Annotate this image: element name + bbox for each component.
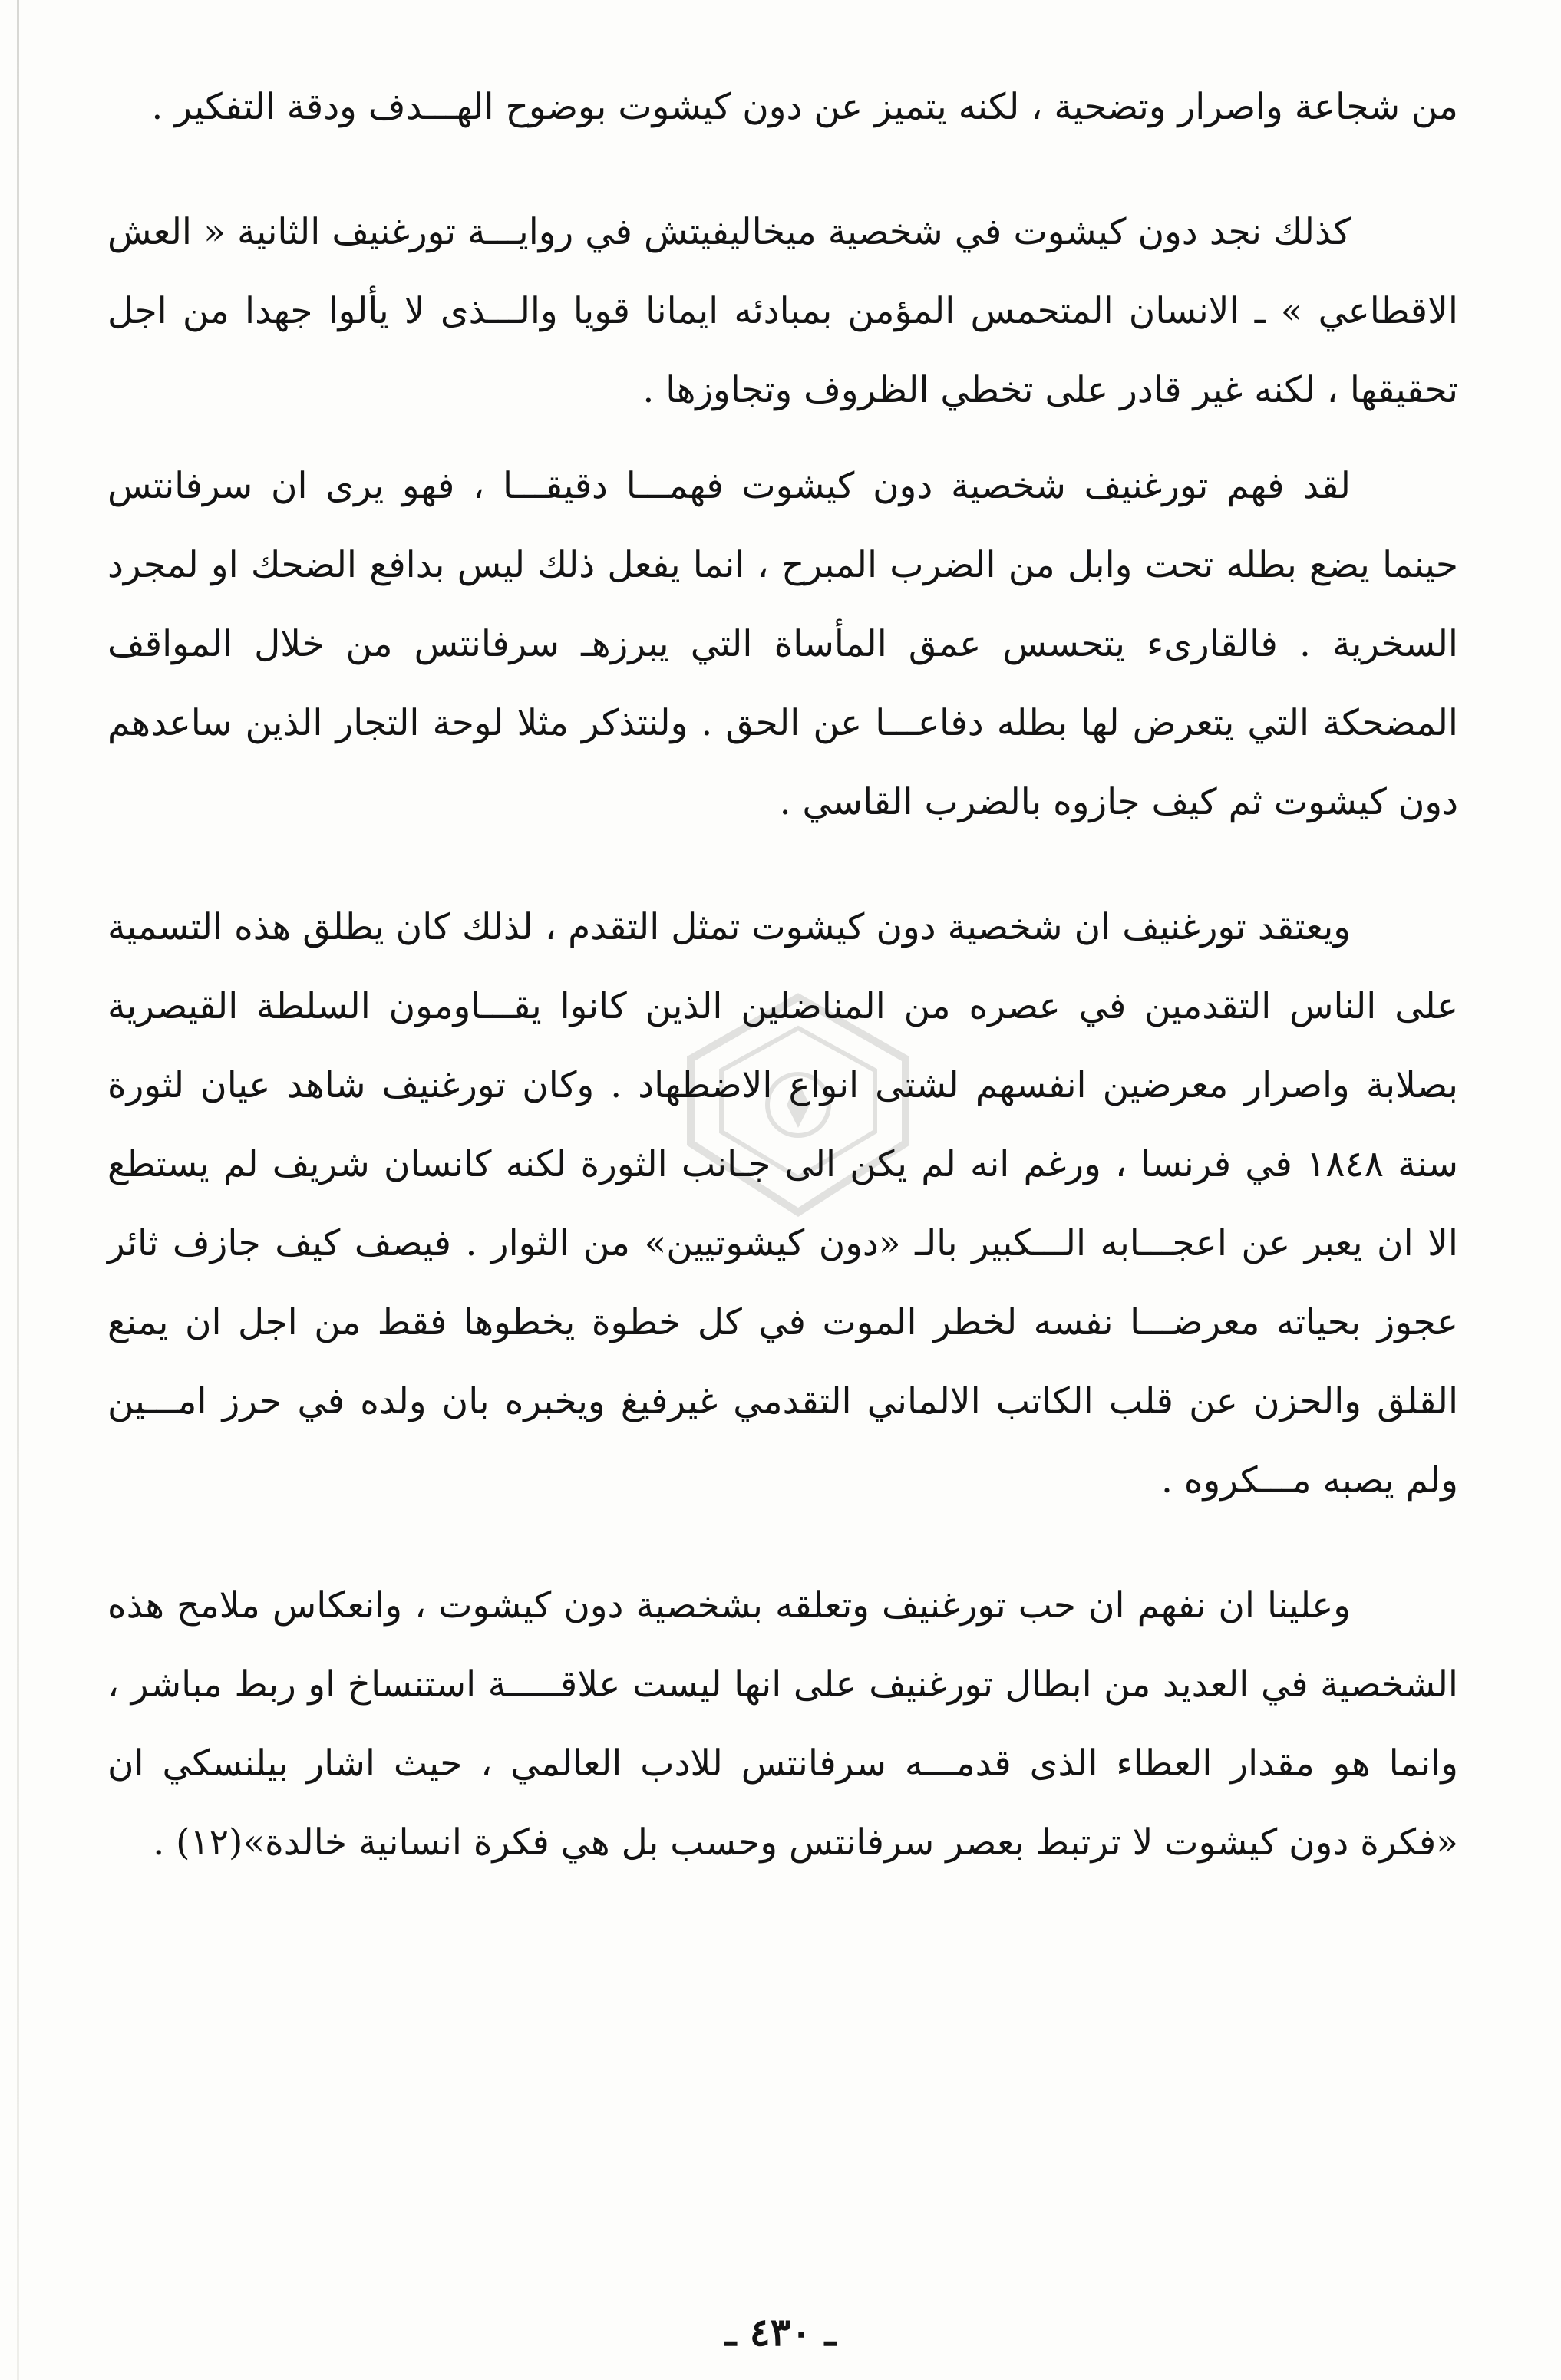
paragraph: من شجاعة واصرار وتضحية ، لكنه يتميز عن دون كيشوت بوضوح الهـــدف ودقة التفكير .: [151, 86, 1458, 128]
paragraph: ويعتقد تورغنيف ان شخصية دون كيشوت تمثل التقدم ، لذلك كان يطلق هذه التسمية على الناس التقدمين في عصره من المناضلين الذين كانوا يقـــاومون السلطة القيصرية بصلابة واصرار معرضين انفسهم لشتى انواع الاضطهاد . وكان تورغنيف شاهد عيان لثورة سنة ١٨٤٨ في فرنسا ، ورغم انه لم يكن الى جـانب الثورة لكنه كانسان شريف لم يستطع الا ان يعبر عن اعجـــابه الـــكبير بالـ «دون كيشوتيين» من الثوار . فيصف كيف جازف ثائر عجوز بحياته معرضـــا نفسه لخطر الموت في كل خطوة يخطوها فقط من اجل ان يمنع القلق والحزن عن قلب الكاتب الالماني التقدمي غيرفيغ ويخبره بان ولده في حرز امـــين ولم يصبه مـــكروه .: [107, 906, 1458, 1502]
paragraph: وعلينا ان نفهم ان حب تورغنيف وتعلقه بشخصية دون كيشوت ، وانعكاس ملامح هذه الشخصية في العديد من ابطال تورغنيف على انها ليست علاقـــــة استنساخ او ربط مباشر ، وانما هو مقدار العطاء الذى قدمـــه سرفانتس للادب العالمي ، حيث اشار بيلنسكي ان «فكرة دون كيشوت لا ترتبط بعصر سرفانتس وحسب بل هي فكرة انسانية خالدة»(١٢) .: [107, 1584, 1458, 1864]
paragraph: لقد فهم تورغنيف شخصية دون كيشوت فهمـــا دقيقـــا ، فهو يرى ان سرفانتس حينما يضع بطله تحت وابل من الضرب المبرح ، انما يفعل ذلك ليس بدافع الضحك او لمجرد السخرية . فالقارىء يتحسس عمق المأساة التي يبرزهـ سرفانتس من خلال المواقف المضحكة التي يتعرض لها بطله دفاعـــا عن الحق . ولنتذكر مثلا لوحة التجار الذين ساعدهم دون كيشوت ثم كيف جازوه بالضرب القاسي .: [107, 465, 1458, 823]
page-number: ـ ٤٣٠ ـ: [724, 2309, 837, 2355]
scan-edge: [17, 0, 19, 2380]
paragraph: كذلك نجد دون كيشوت في شخصية ميخاليفيتش في روايـــة تورغنيف الثانية « العش الاقطاعي » ـ الانسان المتحمس المؤمن بمبادئه ايمانا قويا والـــذى لا يألوا جهدا من اجل تحقيقها ، لكنه غير قادر على تخطي الظروف وتجاوزها .: [107, 211, 1458, 411]
body-text: [107, 68, 1458, 1882]
